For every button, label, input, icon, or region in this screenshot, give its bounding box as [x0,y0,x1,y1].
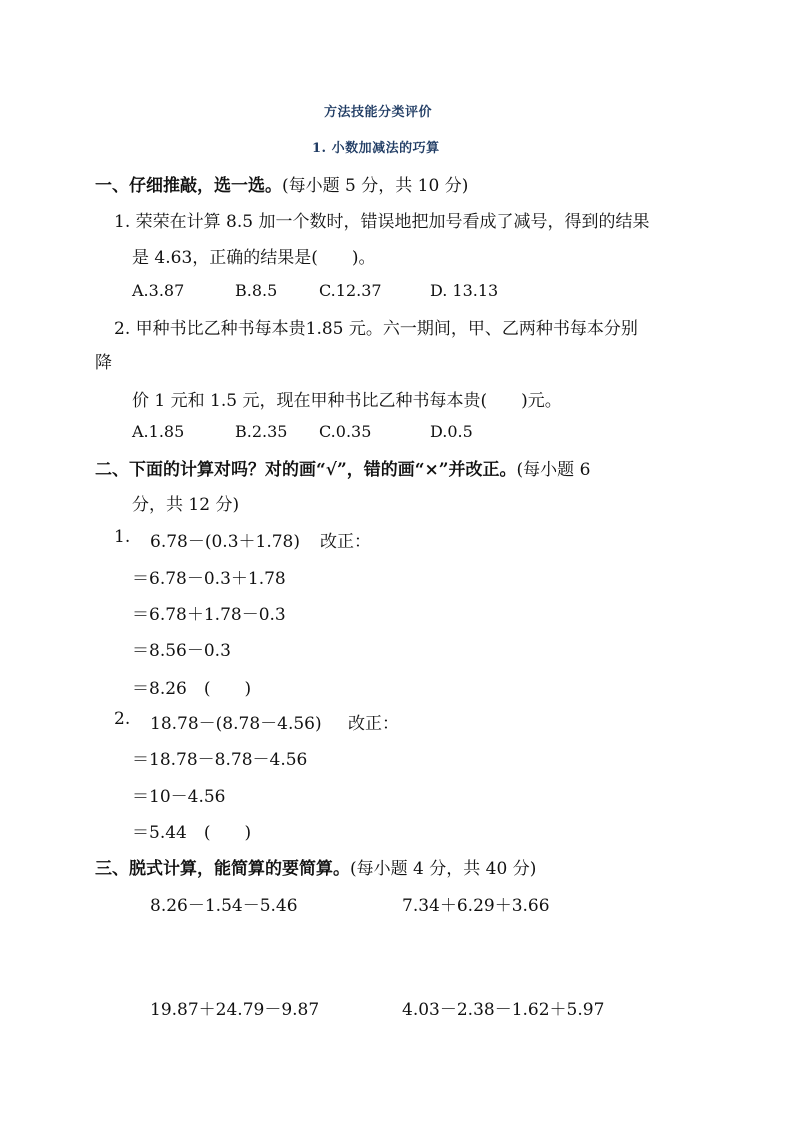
s1-q2-option-d: D.0.5 [430,422,473,441]
s2-q1-number: 1. [114,527,131,547]
section-1-title: 一、仔细推敲，选一选。 [95,176,282,196]
section-2-note-1: (每小题 6 [516,460,591,480]
s1-q2-line1b: 降 [95,353,112,373]
s2-q1-step-2: ＝6.78＋1.78－0.3 [132,605,286,625]
section-1-note: (每小题 5 分，共 10 分) [282,176,469,196]
s2-q2-step-1: ＝18.78－8.78－4.56 [132,750,308,770]
s2-q2-fix-label: 改正： [348,714,399,734]
s2-q2-step-3: ＝5.44 ( ) [132,823,252,843]
section-2-note-2: 分，共 12 分) [132,495,240,515]
s3-problem-4: 4.03－2.38－1.62＋5.97 [402,1000,605,1020]
s1-q2-option-a: A.1.85 [132,422,185,441]
s1-q1-option-d: D. 13.13 [430,281,499,300]
s2-q1-step-1: ＝6.78－0.3＋1.78 [132,569,286,589]
s2-q2-step-2: ＝10－4.56 [132,787,226,807]
s1-q2-option-b: B.2.35 [235,422,288,441]
s2-q1-expression: 6.78－(0.3＋1.78) [150,532,301,552]
s1-q2-option-c: C.0.35 [319,422,372,441]
s1-q1-option-a: A.3.87 [132,281,185,300]
s1-q1-option-b: B.8.5 [235,281,278,300]
page-subtitle: 1. 小数加减法的巧算 [312,141,440,156]
s2-q1-fix-label: 改正： [320,532,371,552]
s3-problem-1: 8.26－1.54－5.46 [150,896,298,916]
section-1-heading [95,171,468,196]
s2-q2-number: 2. [114,709,131,729]
section-3-heading [95,854,536,879]
section-2-heading [95,455,590,480]
s1-q2-line1: 2. 甲种书比乙种书每本贵1.85 元。六一期间，甲、乙两种书每本分别 [114,319,638,339]
s1-q1-line1: 1. 荣荣在计算 8.5 加一个数时，错误地把加号看成了减号，得到的结果 [114,212,650,232]
section-3-title: 三、脱式计算，能简算的要简算。 [95,859,350,879]
s2-q1-step-4: ＝8.26 ( ) [132,679,252,699]
s3-problem-3: 19.87＋24.79－9.87 [150,1000,320,1020]
s3-problem-2: 7.34＋6.29＋3.66 [402,896,550,916]
s1-q2-line2: 价 1 元和 1.5 元，现在甲种书比乙种书每本贵( )元。 [132,391,562,411]
section-2-title: 二、下面的计算对吗？对的画“√”，错的画“×”并改正。 [95,460,517,480]
s2-q1-step-3: ＝8.56－0.3 [132,641,231,661]
s1-q1-option-c: C.12.37 [319,281,382,300]
s2-q2-expression: 18.78－(8.78－4.56) [150,714,322,734]
s1-q1-line2: 是 4.63，正确的结果是( )。 [132,248,376,268]
section-3-note: (每小题 4 分，共 40 分) [350,859,537,879]
page-title: 方法技能分类评价 [324,105,433,120]
